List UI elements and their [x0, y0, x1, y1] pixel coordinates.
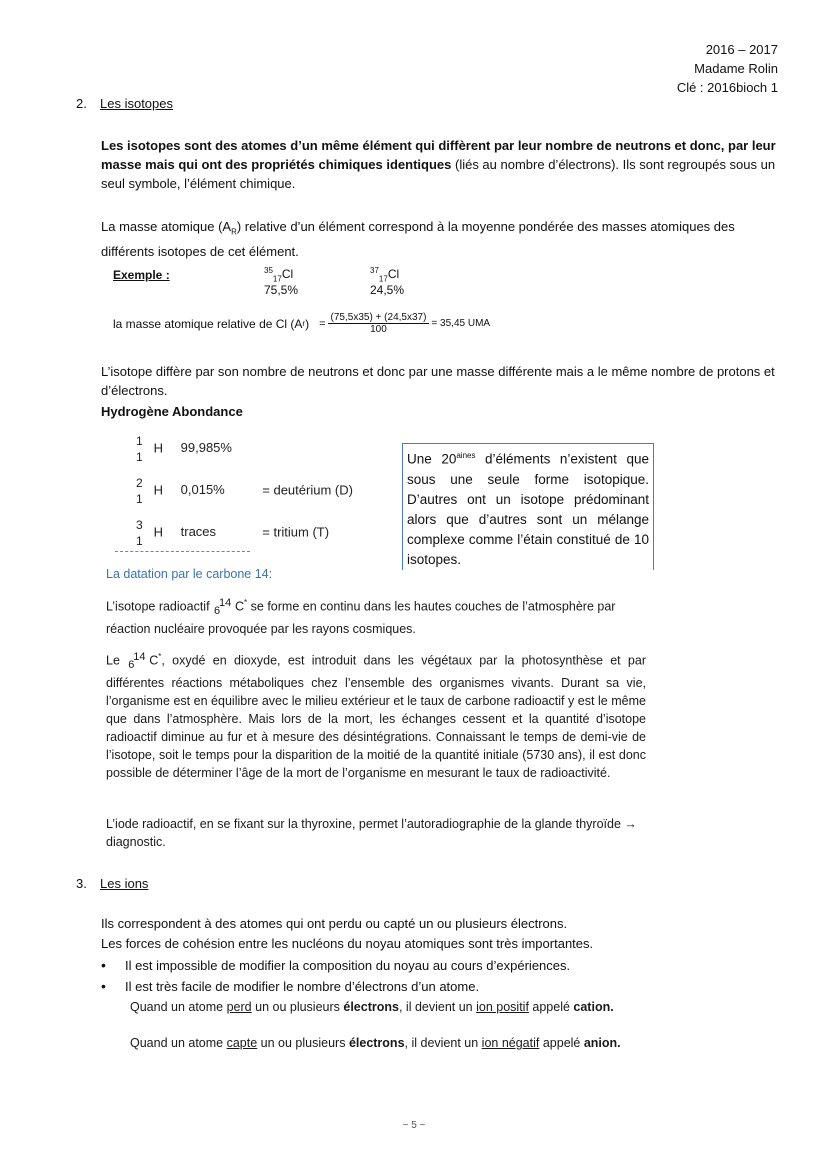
definition-rest: (liés au nombre d’électrons). Ils sont regroupés sous un seul symbole, l’élément chimique. — [101, 157, 776, 191]
masse-text-a: La masse atomique (A — [101, 219, 232, 234]
atomic-mass-paragraph — [101, 217, 781, 261]
ions-bullet-list — [101, 955, 781, 997]
section-2-heading — [76, 96, 173, 111]
anion-term: anion. — [583, 1036, 621, 1050]
header-key: Clé : 2016bioch 1 — [676, 80, 778, 95]
cl37-mass: 37 — [370, 266, 379, 275]
c14-p1-a: L’isotope radioactif — [106, 599, 214, 614]
cl37-abundance: 24,5% — [370, 283, 405, 298]
c14-star-2: * — [158, 652, 162, 662]
page-header — [677, 40, 778, 97]
section-3-title: Les ions — [100, 876, 149, 891]
h3-name: = tritium (T) — [262, 524, 330, 540]
carbon-dating-title: La datation par le carbone 14: — [106, 567, 273, 581]
cl37-isotope — [370, 266, 404, 297]
c14-symbol-2: C — [149, 653, 159, 668]
bullet-nucleus: • Il est impossible de modifier la composition du noyau au cours d’expériences. — [101, 955, 781, 976]
formula-numerator: (75,5x35) + (24,5x37) — [328, 312, 430, 324]
masse-text-b: ) relative d’un élément correspond à la moyenne pondérée des masses atomiques des différents isotopes de cet élément. — [101, 219, 735, 259]
h2-z: 1 — [136, 492, 143, 506]
cation-term: cation. — [573, 1000, 614, 1014]
cl-atomic-mass-formula: la masse atomique relative de Cl (A r ) = $\frac{(75,5x35) + (24,5x37)}{100}$ = 35,45 UMA — [113, 312, 491, 335]
anion-electrons: électrons — [348, 1036, 405, 1050]
h3-symbol: H — [153, 524, 164, 540]
ions-line-1: Ils correspondent à des atomes qui ont perdu ou capté un ou plusieurs électrons. — [101, 916, 568, 931]
cation-ion-positif: ion positif — [476, 1000, 529, 1014]
c14-p1-b: se forme en continu dans les hautes couches de l’atmosphère par réaction nucléaire provoquée par les rayons cosmiques. — [106, 599, 616, 636]
cation-d: appelé — [528, 1000, 574, 1014]
anion-b: un ou plusieurs — [257, 1036, 349, 1050]
bullet-electrons: • Il est très facile de modifier le nombre d’électrons d’un atome. — [101, 976, 781, 997]
isotope-difference-text: L’isotope diffère par son nombre de neutrons et donc par une masse différente mais a le même nombre de protons et d’électrons. — [101, 364, 775, 398]
cl35-z: 17 — [272, 274, 282, 284]
h1-abundance: 99,985% — [180, 440, 232, 456]
h3-z: 1 — [136, 534, 143, 548]
cl35-mass: 35 — [264, 266, 273, 275]
carbon-paragraph-1 — [106, 594, 651, 638]
header-year: 2016 – 2017 — [705, 42, 778, 57]
c14-p2-a: Le — [106, 653, 128, 668]
anion-a: Quand un atome — [130, 1036, 227, 1050]
cl35-symbol: Cl — [281, 267, 294, 281]
anion-verb: capte — [226, 1036, 258, 1050]
formula-fraction — [328, 312, 430, 335]
isotope-definition — [101, 136, 781, 193]
cation-definition — [130, 998, 651, 1016]
cation-b: un ou plusieurs — [251, 1000, 344, 1014]
formula-label-b: ) — [305, 316, 310, 331]
c14-z: 6 — [214, 605, 221, 617]
cation-a: Quand un atome — [130, 1000, 227, 1014]
hydrogen-row-1 — [134, 434, 232, 464]
definition-bold: Les isotopes sont des atomes d’un même élément qui diffèrent par leur nombre de neutrons et donc, par leur masse mais qui ont des propriétés chimiques identiques — [101, 138, 776, 172]
h1-z: 1 — [136, 450, 143, 464]
c14-mass-2: 14 — [133, 651, 146, 663]
anion-d: appelé — [539, 1036, 584, 1050]
c14-symbol: C — [235, 599, 245, 614]
h2-name: = deutérium (D) — [262, 482, 353, 498]
h3-abundance: traces — [180, 524, 217, 540]
carbon-paragraph-2 — [106, 648, 646, 782]
cl37-z: 17 — [378, 274, 388, 284]
box-text-b: d’éléments n’existent que sous une seule forme isotopique. D’autres ont un isotope prédominant alors que d’autres sont un mélange complexe comme l’étain constitué de 10 isotopes. — [407, 451, 649, 567]
formula-label-a: la masse atomique relative de Cl (A — [113, 316, 303, 331]
cation-c: , il devient un — [398, 1000, 477, 1014]
c14-p2-b: , oxydé en dioxyde, est introduit dans les végétaux par la photosynthèse et par différentes réactions métaboliques chez l’ensemble des organismes vivants. Durant sa vie, l’organisme est en équilibre avec le milieu extérieur et le taux de carbone radioactif y est le même que dans l’atmosphère. Mais lors de la mort, les échanges cessent et la quantité d’isotope radioactif diminue au fur et à mesure des désintégrations. Connaissant le temps de demi-vie de l’isotope, soit le temps pour la disparition de la moitié de la quantité initiale (5730 ans), il est donc possible de déterminer l’âge de la mort de l’organisme en mesurant le taux de radioactivité. — [106, 653, 646, 780]
formula-result: = 35,45 UMA — [431, 318, 491, 329]
header-teacher: Madame Rolin — [694, 61, 778, 76]
hydrogen-row-2 — [134, 476, 353, 506]
h1-mass: 1 — [136, 434, 143, 448]
cation-verb: perd — [226, 1000, 252, 1014]
dashed-divider — [115, 551, 250, 552]
section-number: 2. — [76, 96, 87, 111]
c14-z-2: 6 — [128, 659, 135, 671]
ions-line-2: Les forces de cohésion entre les nucléons du noyau atomiques sont très importantes. — [101, 936, 594, 951]
cation-electrons: électrons — [343, 1000, 399, 1014]
anion-definition — [130, 1034, 651, 1052]
iodine-paragraph: L’iode radioactif, en se fixant sur la thyroxine, permet l’autoradiographie de la glande thyroïde → diagnostic. — [106, 817, 637, 849]
section-3-number: 3. — [76, 876, 87, 891]
section-3-heading — [76, 876, 148, 891]
h3-mass: 3 — [136, 518, 143, 532]
c14-mass: 14 — [219, 597, 232, 609]
c14-star: * — [244, 598, 248, 608]
hydrogen-table-header: Hydrogène Abondance — [101, 404, 243, 419]
h2-abundance: 0,015% — [180, 482, 225, 498]
h1-symbol: H — [153, 440, 164, 456]
masse-sub: R — [231, 227, 237, 237]
anion-c: , il devient un — [404, 1036, 482, 1050]
cl35-isotope — [264, 266, 298, 297]
isotope-info-box — [402, 443, 654, 570]
section-title: Les isotopes — [100, 96, 173, 111]
example-label: Exemple : — [113, 268, 170, 282]
page-number: ~ 5 ~ — [402, 1120, 426, 1131]
h2-mass: 2 — [136, 476, 143, 490]
box-sup: aines — [456, 451, 476, 460]
cl37-symbol: Cl — [387, 267, 400, 281]
hydrogen-row-3 — [134, 518, 329, 548]
formula-label-sub: r — [302, 319, 306, 328]
formula-denominator: 100 — [370, 324, 387, 335]
box-text-a: Une 20 — [407, 451, 457, 467]
cl35-abundance: 75,5% — [264, 283, 299, 298]
anion-ion-negatif: ion négatif — [481, 1036, 540, 1050]
h2-symbol: H — [153, 482, 164, 498]
